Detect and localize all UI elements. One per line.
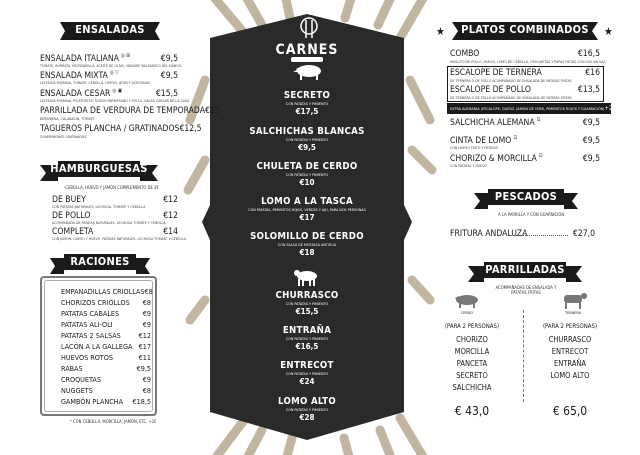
parrilladas-item: SALCHICHA [452, 383, 492, 392]
hamburguesas-note: -CEBOLLA, HUEVO Y JAMÓN COMPLEMENTO DE 2€ [64, 185, 159, 190]
menu-item-desc: ACOMPAÑADA DE PATATAS NATURALES, LECHUGA TOMATE Y CEBOLLA [52, 221, 166, 225]
cerdo-price: € 43,0 [454, 404, 490, 418]
parrilladas-item: SECRETO [456, 371, 488, 380]
hamburguesas-banner [40, 161, 158, 183]
pig-icon [292, 63, 326, 81]
menu-item: ENSALADA CESAR ◎ ▣ €15,5 [40, 88, 178, 99]
pescados-title: PESCADOS [494, 190, 558, 203]
hamburguesas-title: HAMBURGUESAS [50, 162, 148, 175]
raciones-item: CROQUETAS €9 [61, 375, 151, 384]
parrilladas-item: LOMO ALTO [550, 371, 590, 380]
menu-item: CHORIZO & MORCILLA ⊡ €9,5 [450, 153, 600, 164]
menu-item-desc: CON PATATAS NATURALES, LECHUGA, TOMATE Y CEBOLLA [52, 205, 146, 209]
carnes-item: ENTRAÑA CON PATATAS Y PIMIENTO €16,5 [282, 325, 332, 351]
menu-item: PARRILLADA DE VERDURA DE TEMPORADA €15 [40, 106, 220, 116]
menu-item-desc: CON HUEVO FRITO Y PATATAS [450, 146, 498, 150]
menu-item: CINTA DE LOMO ⊡ €9,5 [450, 135, 600, 146]
menu-item-desc: CHAMPIÑONES GRATINADOS [40, 135, 87, 139]
ensaladas-title: ENSALADAS [75, 23, 145, 36]
star-icon: ★ [604, 25, 613, 38]
menu-item: ENSALADA MIXTA ◎ ▽ €9,5 [40, 70, 178, 81]
menu-item-desc: LECHUGA ROMANA, PICATOSTES, QUESO PARMESANO Y POLLO. SALSA CAESAR DE LA CASA [40, 99, 190, 103]
raciones-item: HUEVOS ROTOS €11 [61, 353, 151, 362]
menu-item: TAGUEROS PLANCHA / GRATINADOS €12,5 [40, 124, 202, 134]
raciones-item: LACÓN A LA GALLEGA €17 [61, 342, 151, 351]
ensaladas-banner [60, 20, 160, 42]
raciones-title: RACIONES [70, 255, 130, 268]
carnes-item: LOMO ALTO CON PATATAS Y PIMIENTO €28 [278, 396, 336, 422]
parrilladas-divider [523, 310, 524, 402]
carnes-item: SALCHICHAS BLANCAS CON PATATAS Y PIMIENTO €9,5 [249, 126, 365, 152]
menu-item: DE BUEY €12 [52, 195, 178, 205]
star-icon: ★ [436, 25, 445, 38]
parrilladas-note: ACOMPAÑADAS DE ENSALADA Y PATATAS FRITAS [495, 285, 557, 295]
carnes-item: SOLOMILLO DE CERDO CON SALSA DE MOSTAZA ANTIGUA €18 [250, 231, 364, 257]
raciones-banner [50, 254, 150, 276]
ternera-cow-icon [558, 292, 588, 310]
allergen-icon: ⊡ [513, 135, 518, 141]
menu-item-desc: DE TERNERA O DE POLLO ACOMPAÑADO DE ENSALADA DE PATATAS FRITAS [450, 96, 572, 100]
cerdo-label: CERDO [460, 310, 474, 315]
parrilladas-item: PANCETA [456, 359, 488, 368]
parrilladas-title: PARRILLADAS [485, 263, 565, 276]
carnes-title: CARNES [275, 42, 339, 58]
raciones-item: RABAS €9,5 [61, 364, 151, 373]
raciones-item: NUGGETS €8 [61, 386, 151, 395]
raciones-note: * CON CEBOLLA, MORCILLA, JAMÓN, ETC. +1€ [70, 419, 157, 424]
menu-item-desc: MUSLITO DE POLLO, HUEVO, LOMO DE CEBOLLA, CROQUETAS Y PAPAS FRITAS CON SUS SALSAS [450, 60, 606, 64]
menu-item: DE POLLO €12 [52, 211, 178, 221]
carnes-item: SECRETO CON PATATAS Y PIMIENTO €17,5 [283, 90, 331, 116]
raciones-item: EMPANADILLAS CRIOLLAS €8 [61, 287, 153, 296]
cerdo-pig-icon [452, 293, 482, 309]
menu-item: COMBO €16,5 [450, 49, 600, 59]
extra-price: +2,5 [604, 105, 618, 112]
raciones-item: GAMBÓN PLANCHA €18,5 [61, 397, 151, 406]
ternera-label: TERNERA [565, 310, 581, 315]
pescados-note: A LA PARRILLA Y CON GUARNICIÓN [498, 212, 565, 217]
allergen-icon: ⊡ [538, 153, 543, 159]
menu-item: SALCHICHA ALEMANA ⊡ €9,5 [450, 117, 600, 128]
allergen-icon: ⊡ [536, 117, 541, 123]
carnes-item: CHURRASCO CON PATATAS Y PIMIENTO €15,5 [275, 290, 339, 316]
vegetarian-icon: ◎ ⊞ [120, 53, 131, 59]
dotted-leader [516, 235, 568, 236]
carnes-emblem-icon [300, 16, 318, 42]
allergen-icon: ◎ ▣ [112, 88, 122, 94]
carnes-item: CHULETA DE CERDO CON PATATAS Y PIMIENTO €10 [256, 161, 358, 187]
cerdo-persons: (PARA 2 PERSONAS) [444, 323, 500, 330]
menu-item-desc: CON PATATAS Y HUEVO [450, 164, 488, 168]
ternera-price: € 65,0 [552, 404, 588, 418]
extra-bar [447, 103, 618, 114]
menu-item-desc: BERENJENA, CALABACÍN, TOMATE [40, 117, 95, 121]
raciones-item: PATATAS ALI-OLI €9 [61, 320, 151, 329]
menu-item-desc: CON JAMÓN, QUESO Y HUEVO, PATATAS NATURALES, LECHUGA TOMATE Y CEBOLLA [52, 237, 187, 241]
menu-item-desc: LECHUGA ROMANA, TOMATE, CEBOLLA, HUEVO, ATÚN Y ACEITUNAS [40, 81, 151, 85]
pescados-banner [474, 189, 578, 211]
extra-label: EXTRA ALEMANIA (ESCALOPE, QUESO, JAMÓN DE YORK, PIMIENTOS ROJOS Y GUARNICIÓN) [450, 106, 605, 111]
menu-item: FRITURA ANDALUZA €27,0 [450, 229, 595, 239]
carnes-item: LOMO A LA TASCA CON PATATAS, PIMIENTOS ROJOS, VERDES Y AJO, PARA DOS PERSONAS €17 [248, 196, 366, 222]
menu-item: ENSALADA ITALIANA ◎ ⊞ €9,5 [40, 53, 178, 64]
parrilladas-banner [468, 262, 582, 284]
platos-title: PLATOS COMBINADOS [461, 23, 589, 36]
parrilladas-item: CHORIZO [456, 335, 488, 344]
menu-item-desc: DE TERNERA O DE POLLO ACOMPAÑADO DE ENSALADA DE PATATAS FRITAS [450, 79, 572, 83]
parrilladas-item: MORCILLA [454, 347, 490, 356]
raciones-item: PATATAS 2 SALSAS €12 [61, 331, 151, 340]
menu-item: ESCALOPE DE TERNERA €16 [450, 68, 600, 78]
parrilladas-item: CHURRASCO [548, 335, 592, 344]
allergen-icon: ◎ ▽ [109, 70, 119, 76]
menu-item: ESCALOPE DE POLLO €13,5 [450, 85, 600, 95]
raciones-item: CHORIZOS CRIOLLOS €8 [61, 298, 151, 307]
menu-item: COMPLETA €14 [52, 227, 178, 237]
parrilladas-item: ENTRECOT [551, 347, 589, 356]
parrilladas-item: ENTRAÑA [553, 359, 587, 368]
raciones-item: PATATAS CABALES €9 [61, 309, 151, 318]
menu-item-desc: TOMATE, BURRATA, MOZZARELLA, ACEITE DE OLIVA, VINAGRE BALSÁMICO DEL MANGO [40, 64, 182, 68]
ternera-persons: (PARA 2 PERSONAS) [542, 323, 598, 330]
carnes-item: ENTRECOT CON PATATAS Y PIMIENTO €24 [280, 360, 334, 386]
platos-banner [452, 20, 598, 42]
